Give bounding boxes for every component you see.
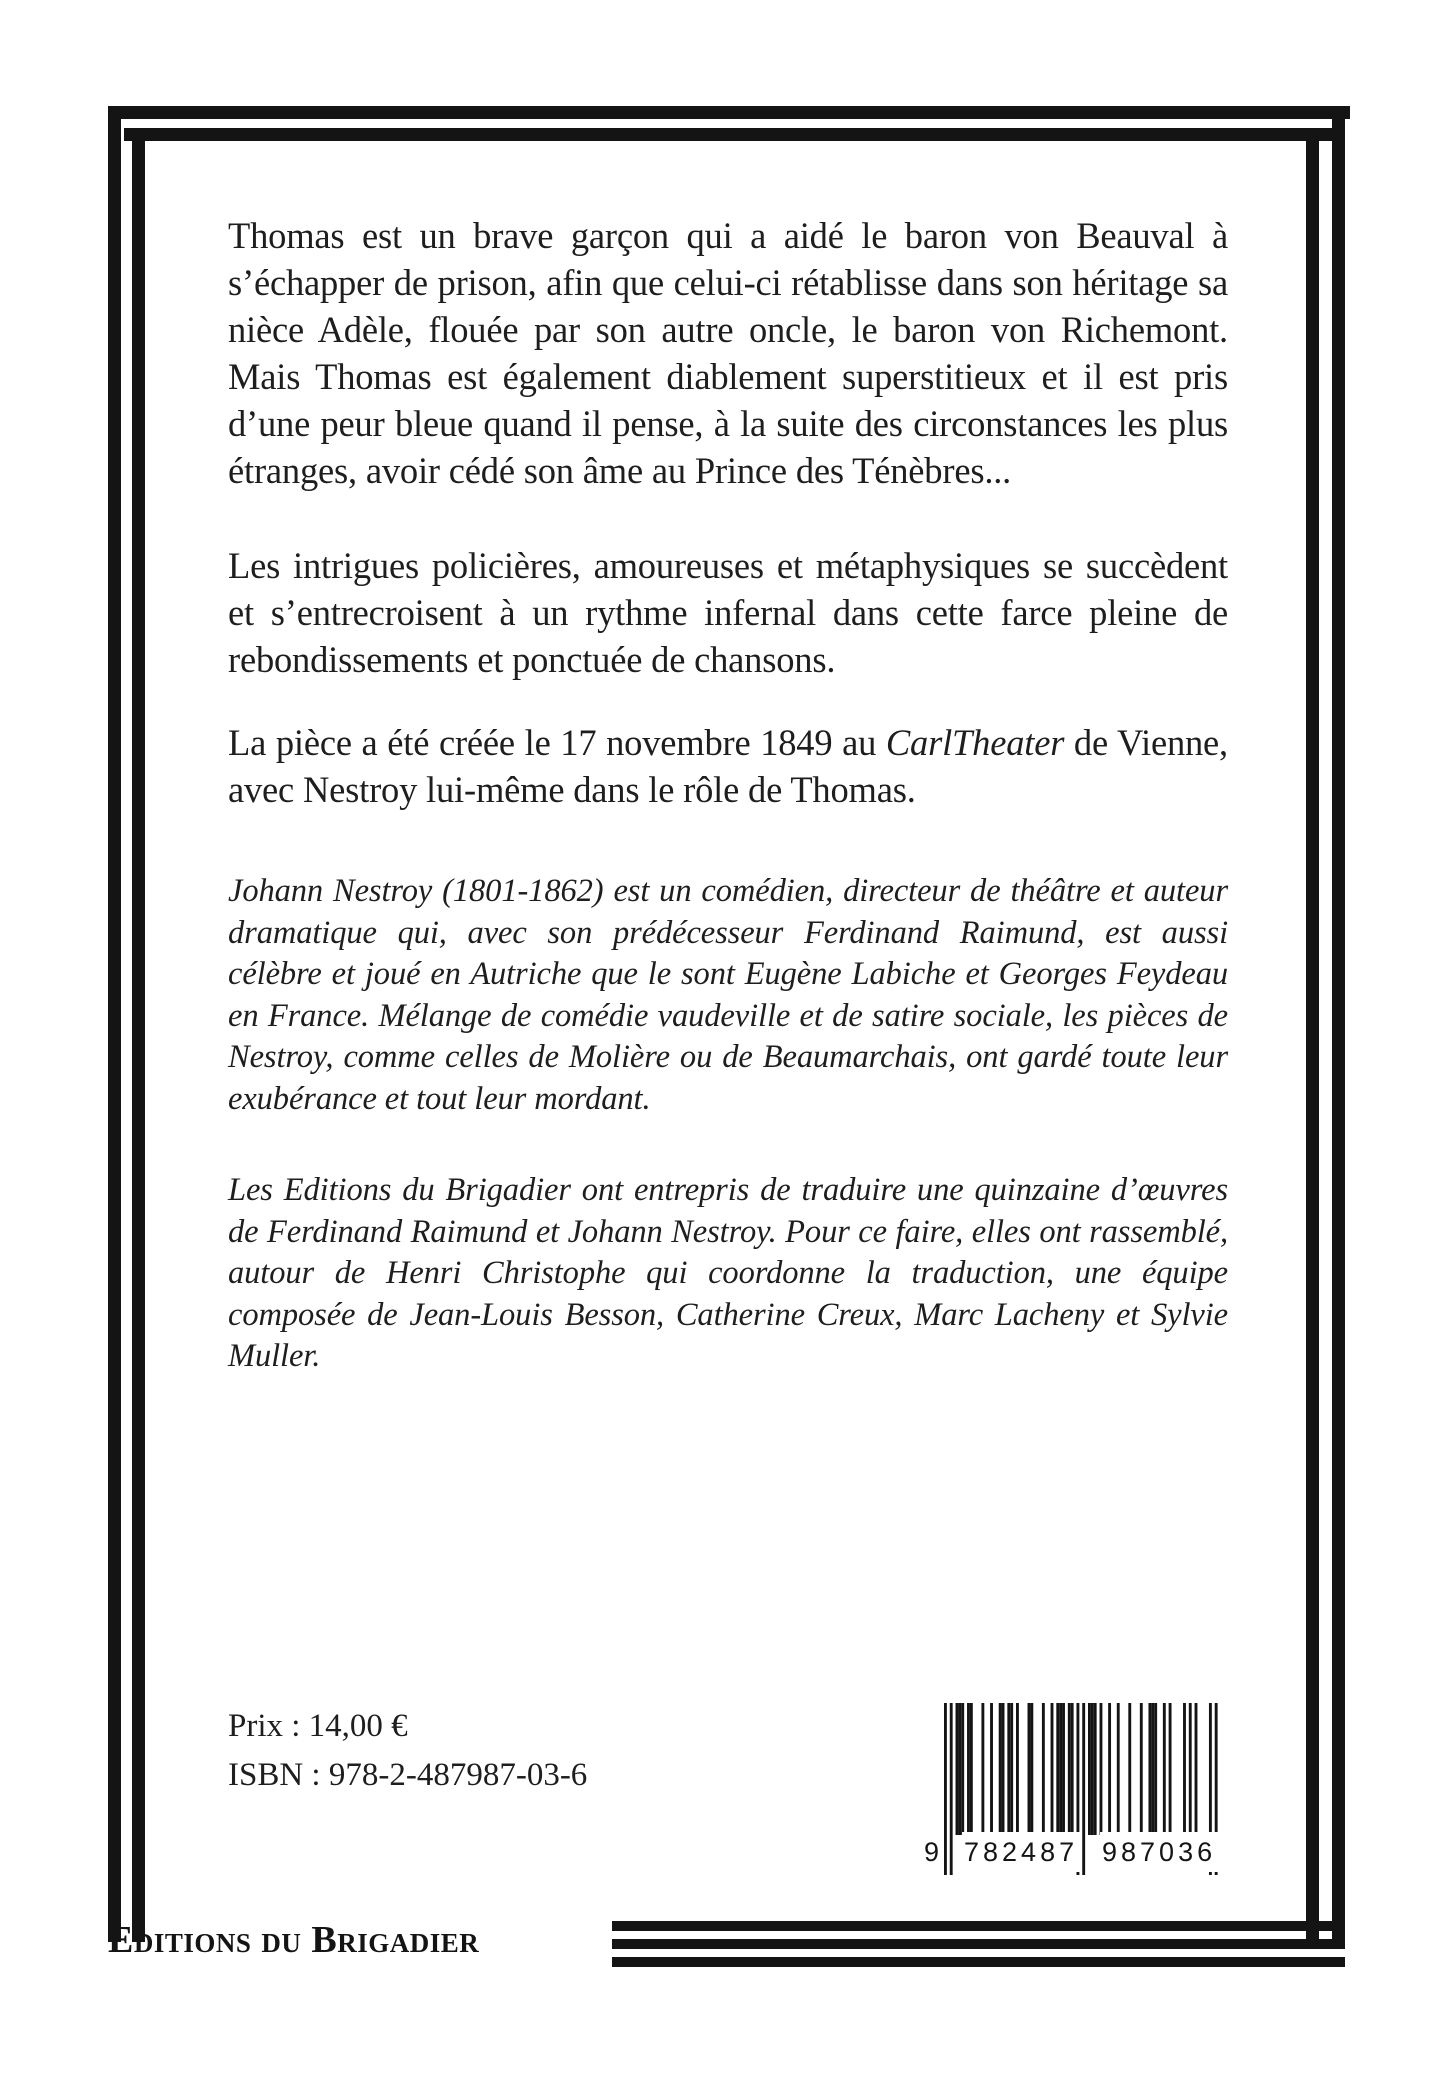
- barcode-bar: [981, 1703, 984, 1835]
- author-note: Johann Nestroy (1801-1862) est un comédien, directeur de théâtre et auteur dramatique qui, avec son prédécesseur Ferdinand Raimund, est aussi célèbre et joué en Autriche que le sont Eugène Labiche et Georges Feydeau en France. Mélange de comédie vaudeville et de satire sociale, les pièces de Nestroy, comme celles de Molière ou de Beaumarchais, ont gardé toute leur exubérance et tout leur mordant.: [228, 873, 1228, 1117]
- barcode-bar: [1088, 1703, 1091, 1835]
- premiere-text-start: La pièce a été créée le 17 novembre 1849 au: [228, 722, 886, 763]
- premiere-text-end: de Vienne, avec Nestroy lui-même dans le rôle de Thomas.: [228, 722, 1228, 810]
- barcode-bar: [958, 1703, 961, 1835]
- barcode-bar: [1007, 1703, 1010, 1835]
- barcode-bar: [1169, 1703, 1172, 1835]
- frame-top-inner-bar: [124, 128, 1332, 141]
- publisher-note: Les Editions du Brigadier ont entrepris de traduire une quinzaine d’œuvres de Ferdinand Raimund et Johann Nestroy. Pour ce faire, elles ont rassemblé, autour de Henri Christophe qui coordonne la traduction, une équipe composée de Jean-Louis Besson, Catherine Creux, Marc Lacheny et Sylvie Muller.: [228, 1172, 1228, 1374]
- barcode-bar: [1042, 1703, 1045, 1835]
- price: Prix : 14,00 €: [228, 1708, 408, 1744]
- barcode-bar: [970, 1703, 973, 1835]
- barcode-bar: [956, 1703, 959, 1835]
- barcode-bar: [961, 1703, 964, 1835]
- barcode-bar: [1056, 1703, 1059, 1835]
- barcode-digits-left: 782487: [962, 1832, 1080, 1872]
- barcode-bar: [1189, 1703, 1192, 1835]
- barcode-bar: [1030, 1703, 1033, 1835]
- back-cover-text: [228, 212, 1228, 1378]
- barcode-bar: [967, 1703, 970, 1835]
- barcode-bar: [1151, 1703, 1154, 1835]
- frame-right-outer-bar: [1332, 106, 1345, 1942]
- frame-bottom-bar-1: [612, 1921, 1345, 1931]
- isbn: ISBN : 978-2-487987-03-6: [228, 1757, 588, 1793]
- barcode-bar: [1195, 1703, 1198, 1835]
- premiere-paragraph: [228, 719, 1228, 813]
- barcode-bar: [1028, 1703, 1031, 1835]
- barcode-bar: [1154, 1703, 1157, 1835]
- barcode-digit-lead: 9: [922, 1832, 941, 1872]
- barcode-bar: [1140, 1703, 1143, 1835]
- synopsis-paragraph-1: Thomas est un brave garçon qui a aidé le baron von Beauval à s’échapper de prison, afin que celui-ci rétablisse dans son héritage sa nièce Adèle, flouée par son autre oncle, le baron von Richemont. Mais Thomas est également diablement superstitieux et il est pris d’une peur bleue quand il pense, à la suite des circonstances les plus étranges, avoir cédé son âme au Prince des Ténèbres...: [228, 215, 1228, 491]
- price-block: [228, 1702, 587, 1800]
- barcode-bar: [1163, 1703, 1166, 1835]
- frame-top-outer-bar: [108, 106, 1350, 119]
- frame-bottom-bar-3: [612, 1957, 1345, 1967]
- theater-name: CarlTheater: [885, 722, 1065, 763]
- barcode-bar: [1016, 1703, 1019, 1835]
- synopsis-paragraph-2: Les intrigues policières, amoureuses et métaphysiques se succèdent et s’entrecroisent à un rythme infernal dans cette farce pleine de rebondissements et ponctuée de chansons.: [228, 545, 1228, 680]
- barcode-bar: [1128, 1703, 1131, 1835]
- barcode-bar: [1100, 1703, 1103, 1835]
- frame-right-inner-bar: [1306, 128, 1319, 1942]
- frame-left-inner-bar: [132, 128, 145, 1942]
- barcode-bar: [1148, 1703, 1151, 1835]
- publisher-name: Editions du Brigadier: [108, 1919, 480, 1961]
- barcode-digits-right: 987036: [1100, 1832, 1218, 1872]
- barcode-digits: [922, 1832, 1242, 1872]
- barcode-bar: [1068, 1703, 1071, 1835]
- frame-bottom-bar-2: [612, 1939, 1345, 1949]
- barcode-bar: [1117, 1703, 1120, 1835]
- barcode-bar: [999, 1703, 1002, 1835]
- barcode-bar: [1091, 1703, 1094, 1835]
- barcode-bar: [990, 1703, 993, 1835]
- barcode-bar: [1071, 1703, 1074, 1835]
- barcode-bar: [1094, 1703, 1097, 1835]
- barcode-bar: [1051, 1703, 1054, 1835]
- barcode-bar: [1059, 1703, 1062, 1835]
- barcode-bar: [1183, 1703, 1186, 1835]
- barcode-bar: [1002, 1703, 1005, 1835]
- barcode-bar: [1108, 1703, 1111, 1835]
- frame-left-outer-bar: [108, 106, 121, 1942]
- barcode-bar: [1062, 1703, 1065, 1835]
- barcode-bar: [1010, 1703, 1013, 1835]
